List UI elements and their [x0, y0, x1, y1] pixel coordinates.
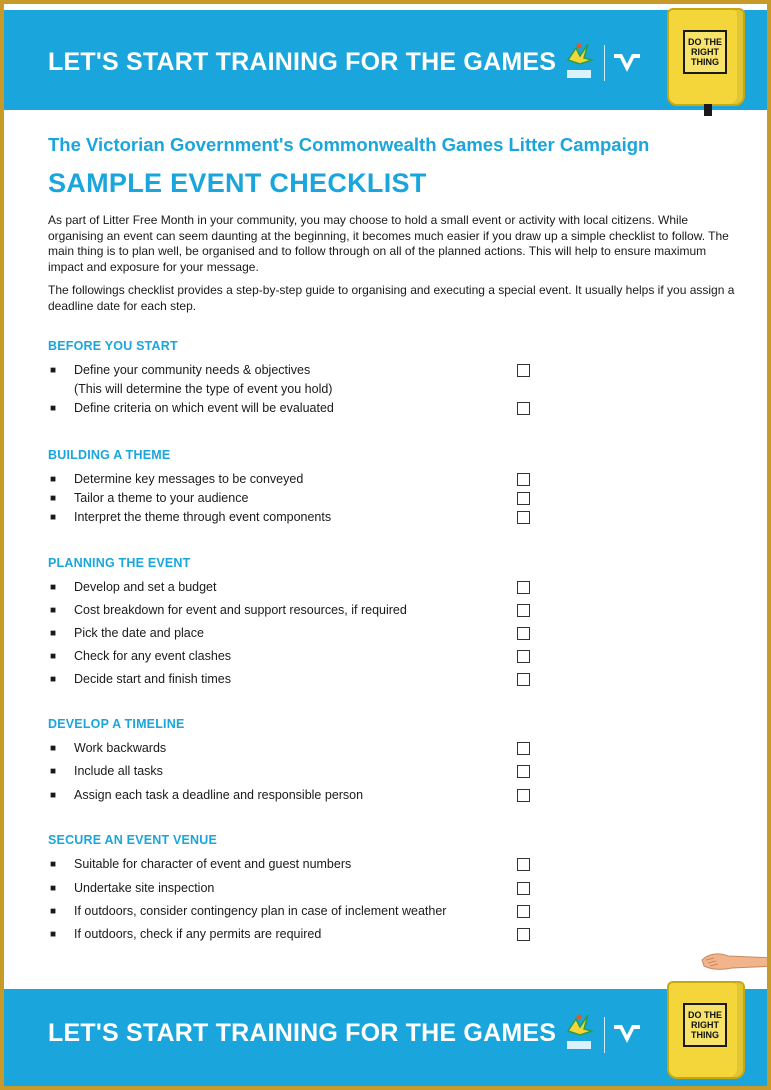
checklist-item: [48, 788, 538, 806]
bullet-icon: ■: [50, 605, 57, 616]
bullet-icon: ■: [50, 493, 57, 504]
item-text: Check for any event clashes: [74, 649, 232, 663]
banner-title: LET'S START TRAINING FOR THE GAMES: [48, 48, 557, 76]
page-title: SAMPLE EVENT CHECKLIST: [48, 168, 427, 198]
section-planning-the-event: [48, 556, 548, 686]
item-text: Develop and set a budget: [74, 580, 217, 594]
checkbox[interactable]: [517, 364, 530, 377]
bullet-icon: ■: [50, 403, 57, 414]
checkbox[interactable]: [517, 789, 530, 802]
bullet-icon: ■: [50, 365, 57, 376]
checkbox[interactable]: [517, 511, 530, 524]
logo-divider: [604, 1017, 605, 1053]
bullet-icon: ■: [50, 906, 57, 917]
header: [48, 134, 738, 314]
item-text: Cost breakdown for event and support resources, if required: [74, 603, 407, 617]
checklist-item: [48, 472, 538, 490]
checklist-item: [48, 603, 538, 621]
litter-bin-icon: [667, 8, 745, 106]
section-develop-a-timeline: [48, 717, 548, 802]
commonwealth-games-logo-icon: [562, 38, 596, 82]
bottom-banner: [4, 989, 767, 1089]
bullet-icon: ■: [50, 582, 57, 593]
commonwealth-games-logo-icon: [562, 1009, 596, 1053]
checkbox[interactable]: [517, 627, 530, 640]
bin-label: DO THE RIGHT THING: [683, 1003, 727, 1047]
item-text: Work backwards: [74, 741, 167, 755]
logo-divider: [604, 45, 605, 81]
litter-bin-icon: [667, 981, 745, 1079]
bullet-icon: ■: [50, 883, 57, 894]
item-text: Define your community needs & objectives: [74, 363, 311, 377]
checkbox[interactable]: [517, 765, 530, 778]
page-subtitle: The Victorian Government's Commonwealth Games Litter Campaign: [48, 134, 650, 155]
item-text: Tailor a theme to your audience: [74, 491, 249, 505]
item-text: If outdoors, consider contingency plan in case of inclement weather: [74, 904, 447, 918]
section-heading: DEVELOP A TIMELINE: [48, 717, 185, 731]
section-building-a-theme: [48, 448, 548, 524]
bullet-icon: ■: [50, 474, 57, 485]
bullet-icon: ■: [50, 628, 57, 639]
section-heading: PLANNING THE EVENT: [48, 556, 191, 570]
bullet-icon: ■: [50, 766, 57, 777]
checklist-item: [48, 881, 538, 899]
bullet-icon: ■: [50, 512, 57, 523]
checklist-item: [48, 491, 538, 509]
top-banner: [4, 10, 767, 110]
item-text: Pick the date and place: [74, 626, 204, 640]
checkbox[interactable]: [517, 928, 530, 941]
bullet-icon: ■: [50, 929, 57, 940]
intro-paragraph-1: As part of Litter Free Month in your community, you may choose to hold a small event or activity with local citizens. While organising an event can seem daunting at the beginning, it becomes much easier if you draw up a simple checklist to follow. The main thing is to plan well, be organised and to follow through on all of the planned actions. This will help to ensure maximum impact and exposure for your message.: [48, 213, 729, 274]
item-text: Undertake site inspection: [74, 881, 215, 895]
checkbox[interactable]: [517, 905, 530, 918]
checkbox[interactable]: [517, 673, 530, 686]
checkbox[interactable]: [517, 604, 530, 617]
bullet-icon: ■: [50, 651, 57, 662]
checklist-item: [48, 764, 538, 782]
bullet-icon: ■: [50, 859, 57, 870]
checkbox[interactable]: [517, 742, 530, 755]
checklist-item: [48, 927, 538, 945]
section-heading: SECURE AN EVENT VENUE: [48, 833, 218, 847]
bullet-icon: ■: [50, 674, 57, 685]
section-secure-an-event-venue: [48, 833, 548, 941]
checklist-item: [48, 672, 538, 690]
bin-label: DO THE RIGHT THING: [683, 30, 727, 74]
checklist-item: [48, 401, 538, 419]
item-text: Interpret the theme through event components: [74, 510, 332, 524]
section-heading: BEFORE YOU START: [48, 339, 178, 353]
checkbox[interactable]: [517, 581, 530, 594]
victoria-logo-icon: [612, 1021, 642, 1047]
checklist-item: [48, 510, 538, 528]
hand-icon: [698, 948, 771, 972]
item-subtext: (This will determine the type of event you hold): [74, 382, 333, 396]
item-text: Assign each task a deadline and responsible person: [74, 788, 364, 802]
checklist-item: [48, 580, 538, 598]
intro-paragraph-2: The followings checklist provides a step-by-step guide to organising and executing a special event. It usually helps if you assign a deadline date for each step.: [48, 283, 735, 313]
bullet-icon: ■: [50, 790, 57, 801]
bin-pole: [704, 104, 712, 116]
section-heading: BUILDING A THEME: [48, 448, 171, 462]
checkbox[interactable]: [517, 858, 530, 871]
item-text: Determine key messages to be conveyed: [74, 472, 304, 486]
checkbox[interactable]: [517, 473, 530, 486]
item-text: Include all tasks: [74, 764, 163, 778]
item-text: If outdoors, check if any permits are required: [74, 927, 322, 941]
checkbox[interactable]: [517, 492, 530, 505]
checklist-item: [48, 904, 538, 922]
checklist-item: [48, 857, 538, 875]
banner-title: LET'S START TRAINING FOR THE GAMES: [48, 1019, 557, 1047]
item-text: Define criteria on which event will be evaluated: [74, 401, 334, 415]
section-before-you-start: [48, 339, 548, 415]
checklist-item: [48, 626, 538, 644]
bullet-icon: ■: [50, 743, 57, 754]
item-text: Decide start and finish times: [74, 672, 232, 686]
checkbox[interactable]: [517, 882, 530, 895]
checklist-item: [48, 741, 538, 759]
checklist-item: [48, 649, 538, 667]
checkbox[interactable]: [517, 650, 530, 663]
checklist-item: [48, 363, 538, 396]
victoria-logo-icon: [612, 50, 642, 76]
item-text: Suitable for character of event and guest numbers: [74, 857, 352, 871]
checkbox[interactable]: [517, 402, 530, 415]
